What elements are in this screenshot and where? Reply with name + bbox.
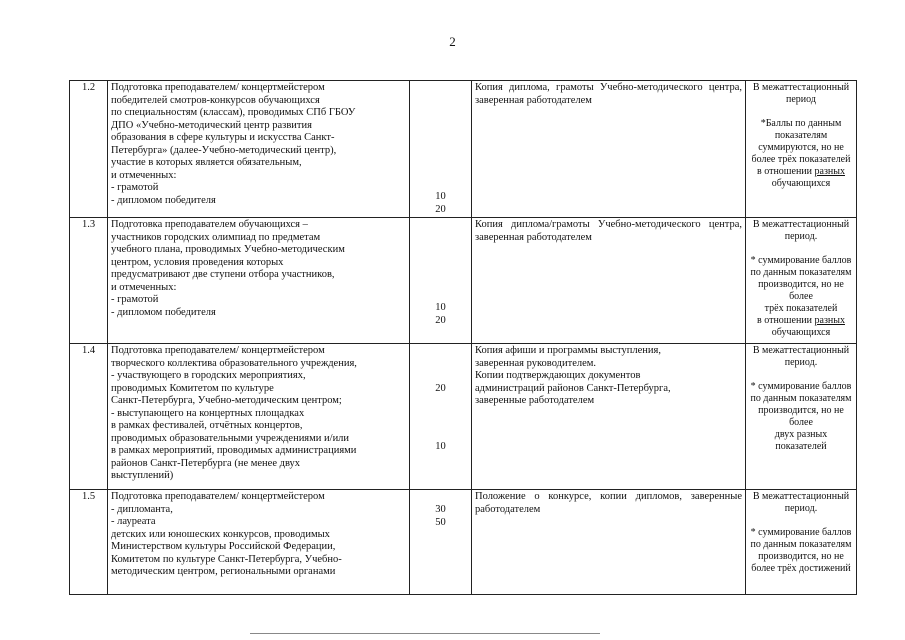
table-row <box>70 81 857 218</box>
description-line: проводимых Комитетом по культуре <box>111 382 274 394</box>
score-value: 10 <box>435 441 446 452</box>
description-line: Министерством культуры Российской Федерации, <box>111 541 336 552</box>
description-line: Петербурга» (далее-Учебно-методический центр), <box>111 144 337 156</box>
score-value: 20 <box>435 314 446 326</box>
note-line: более трёх достижений <box>751 563 851 574</box>
description-line: Подготовка преподавателем/ концертмейстером <box>111 491 325 502</box>
description-line: - дипломанта, <box>111 503 173 515</box>
description-line: методическим центром, региональными органами <box>111 566 336 577</box>
confirming-document: Копия диплома/грамоты Учебно-методического центра, заверенная работодателем <box>472 218 746 344</box>
note-cell <box>746 344 857 490</box>
note-line: в отношении <box>757 315 813 326</box>
note-line: производится, но не <box>758 279 844 290</box>
row-number: 1.5 <box>70 490 108 595</box>
note-line: в отношении <box>757 166 813 177</box>
note-period: В межаттестационный период. <box>752 219 850 242</box>
criterion-description <box>108 81 410 218</box>
note-period: В межаттестационный период. <box>752 345 850 368</box>
description-line: Подготовка преподавателем/ концертмейстером <box>111 345 325 356</box>
score-value: 50 <box>435 516 446 528</box>
description-line: образования в сфере культуры и искусства Санкт- <box>111 132 335 143</box>
criterion-description <box>108 490 410 595</box>
description-line: и отмеченных: <box>111 169 177 181</box>
document-line: заверенные работодателем <box>475 395 595 406</box>
score-cell <box>410 344 472 490</box>
note-underlined: разных <box>814 166 845 177</box>
description-line: - грамотой <box>111 182 159 193</box>
note-line: * суммирование баллов <box>750 255 852 266</box>
description-line: выступлений) <box>111 470 174 481</box>
table-row <box>70 218 857 344</box>
description-line: детских или юношеских конкурсов, проводимых <box>111 528 330 540</box>
score-value: 20 <box>435 383 446 394</box>
description-line: участие в которых является обязательным, <box>111 157 302 168</box>
description-line: центром, условия проведения которых <box>111 256 284 268</box>
note-line: трёх показателей <box>764 303 838 314</box>
description-line: по специальностям (классам), проводимых СПб ГБОУ <box>111 107 356 118</box>
document-line: Копии подтверждающих документов <box>475 370 641 381</box>
table-row <box>70 490 857 595</box>
description-line: - лауреата <box>111 516 156 527</box>
note-line: суммируются, но не <box>758 142 844 153</box>
description-line: победителей смотров-конкурсов обучающихся <box>111 94 320 106</box>
document-line: Копия афиши и программы выступления, <box>475 345 661 356</box>
page-bottom-rule <box>250 633 600 634</box>
description-line: проводимых образовательными учреждениями и/или <box>111 432 350 444</box>
document-line: заверенная руководителем. <box>475 357 597 369</box>
description-line: творческого коллектива образовательного учреждения, <box>111 357 357 369</box>
description-line: Комитетом по культуре Санкт-Петербурга, Учебно- <box>111 553 342 565</box>
note-period: В межаттестационный период. <box>752 491 850 514</box>
row-number: 1.4 <box>70 344 108 490</box>
note-line: более трёх показателей <box>751 154 851 165</box>
description-line: в рамках фестивалей, отчётных концертов, <box>111 420 303 431</box>
criterion-description <box>108 344 410 490</box>
score-value: 20 <box>435 203 446 215</box>
score-value: 10 <box>435 191 446 202</box>
description-line: - участвующего в городских мероприятиях, <box>111 370 306 381</box>
note-line: * суммирование баллов <box>750 381 852 392</box>
page-number: 2 <box>449 34 456 49</box>
note-line: *Баллы по данным <box>760 118 842 129</box>
note-period: В межаттестационный период <box>752 82 850 105</box>
table-row <box>70 344 857 490</box>
description-line: районов Санкт-Петербурга (не менее двух <box>111 457 301 469</box>
description-line: ДПО «Учебно-методический центр развития <box>111 119 312 131</box>
description-line: Подготовка преподавателем обучающихся – <box>111 219 308 230</box>
description-line: - дипломом победителя <box>111 194 216 206</box>
note-line: обучающихся <box>771 178 831 189</box>
score-value: 30 <box>435 504 446 515</box>
note-line: по данным показателям <box>750 539 852 550</box>
description-line: предусматривают две ступени отбора участников, <box>111 269 335 280</box>
document-line: администраций районов Санкт-Петербурга, <box>475 382 671 394</box>
note-line: двух разных <box>774 429 828 440</box>
note-line: обучающихся <box>771 327 831 338</box>
note-line: * суммирование баллов <box>750 527 852 538</box>
description-line: учебного плана, проводимых Учебно-методическим <box>111 244 345 255</box>
note-line: по данным показателям <box>750 393 852 404</box>
note-line: более <box>789 417 813 428</box>
score-cell <box>410 490 472 595</box>
description-line: участников городских олимпиад по предметам <box>111 231 321 243</box>
description-line: - грамотой <box>111 294 159 305</box>
note-cell <box>746 490 857 595</box>
score-cell <box>410 218 472 344</box>
description-line: в рамках мероприятий, проводимых администрациями <box>111 445 357 456</box>
description-line: Санкт-Петербурга, Учебно-методическим центром; <box>111 395 342 406</box>
note-cell <box>746 81 857 218</box>
row-number: 1.2 <box>70 81 108 218</box>
confirming-document: Копия диплома, грамоты Учебно-методического центра, заверенная работодателем <box>472 81 746 218</box>
description-line: и отмеченных: <box>111 281 177 293</box>
description-line: - дипломом победителя <box>111 306 216 318</box>
note-line: показателей <box>775 441 827 452</box>
confirming-document <box>472 344 746 490</box>
note-line: более <box>789 291 813 302</box>
score-cell <box>410 81 472 218</box>
note-underlined: разных <box>814 315 845 326</box>
row-number: 1.3 <box>70 218 108 344</box>
confirming-document: Положение о конкурсе, копии дипломов, заверенные работодателем <box>472 490 746 595</box>
criterion-description <box>108 218 410 344</box>
note-line: производится, но не <box>758 551 844 562</box>
note-line: показателям <box>774 130 828 141</box>
description-line: - выступающего на концертных площадках <box>111 407 305 419</box>
note-cell <box>746 218 857 344</box>
note-line: производится, но не <box>758 405 844 416</box>
criteria-table <box>69 80 857 595</box>
note-line: по данным показателям <box>750 267 852 278</box>
score-value: 10 <box>435 302 446 313</box>
description-line: Подготовка преподавателем/ концертмейстером <box>111 82 325 93</box>
